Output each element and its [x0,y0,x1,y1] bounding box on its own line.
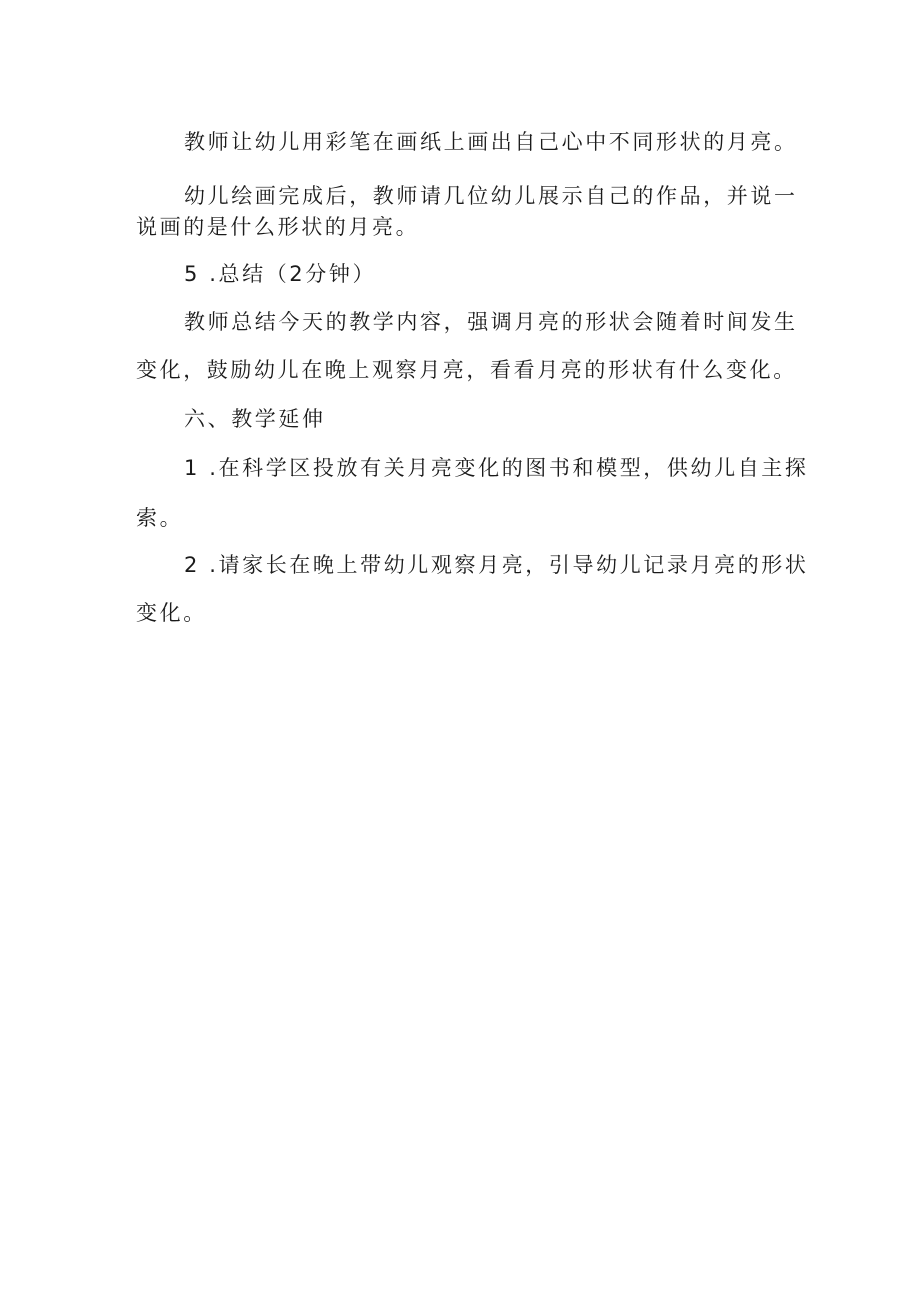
paragraph-summary-line-1: 教师总结今天的教学内容，强调月亮的形状会随着时间发生 [184,310,798,334]
list-item-2-line-1: 2 .请家长在晚上带幼儿观察月亮，引导幼儿记录月亮的形状 [184,553,809,577]
section-heading-extension: 六、教学延伸 [184,407,326,431]
paragraph-summary-line-2: 变化，鼓励幼儿在晚上观察月亮，看看月亮的形状有什么变化。 [136,358,797,382]
list-item-1-line-2: 索。 [136,506,184,530]
paragraph-drawing-activity: 教师让幼儿用彩笔在画纸上画出自己心中不同形状的月亮。 [184,130,798,154]
list-item-1-line-1: 1 .在科学区投放有关月亮变化的图书和模型，供幼儿自主探 [184,456,809,480]
list-item-2-line-2: 变化。 [136,601,207,625]
paragraph-showcase-line-1: 幼儿绘画完成后，教师请几位幼儿展示自己的作品，并说一 [184,184,798,208]
section-heading-summary: 5 .总结（2分钟） [184,262,377,286]
paragraph-showcase-line-2: 说画的是什么形状的月亮。 [136,215,420,239]
